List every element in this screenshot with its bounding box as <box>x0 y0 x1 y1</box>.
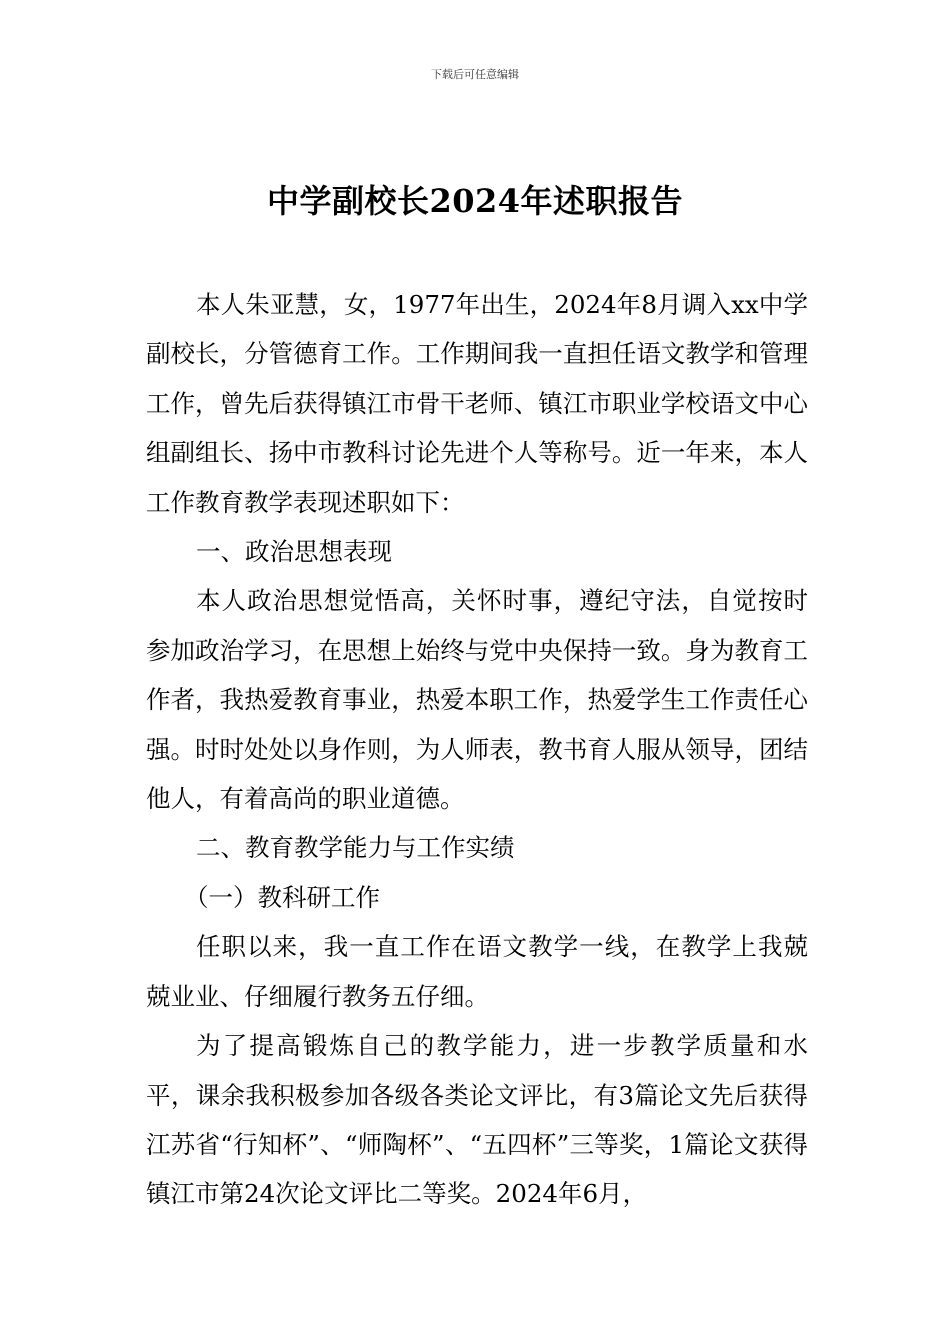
document-body <box>146 280 808 1219</box>
awards-paragraph: 为了提高锻炼自己的教学能力，进一步教学质量和水平，课余我积极参加各级各类论文评比，有3篇论文先后获得江苏省“行知杯”、“师陶杯”、“五四杯”三等奖，1篇论文获得镇江市第24次论文评比二等奖。2024年6月， <box>146 1031 808 1209</box>
document-title: 中学副校长2024年述职报告 <box>266 182 684 220</box>
intro-paragraph: 本人朱亚慧，女，1977年出生，2024年8月调入xx中学副校长，分管德育工作。工作期间我一直担任语文教学和管理工作，曾先后获得镇江市骨干老师、镇江市职业学校语文中心组副组长、扬中市教科讨论先进个人等称号。近一年来，本人工作教育教学表现述职如下： <box>146 290 808 517</box>
subsection-heading-research: （一）教科研工作 <box>184 882 380 912</box>
header-note: 下载后可任意编辑 <box>431 68 519 81</box>
political-paragraph: 本人政治思想觉悟高，关怀时事，遵纪守法，自觉按时参加政治学习，在思想上始终与党中央保持一致。身为教育工作者，我热爱教育事业，热爱本职工作，热爱学生工作责任心强。时时处处以身作则，为人师表，教书育人服从领导，团结他人，有着高尚的职业道德。 <box>146 586 808 814</box>
research-paragraph: 任职以来，我一直工作在语文教学一线，在教学上我兢兢业业、仔细履行教务五仔细。 <box>146 932 808 1011</box>
section-heading-teaching: 二、教育教学能力与工作实绩 <box>196 833 515 863</box>
section-heading-political: 一、政治思想表现 <box>196 537 392 567</box>
